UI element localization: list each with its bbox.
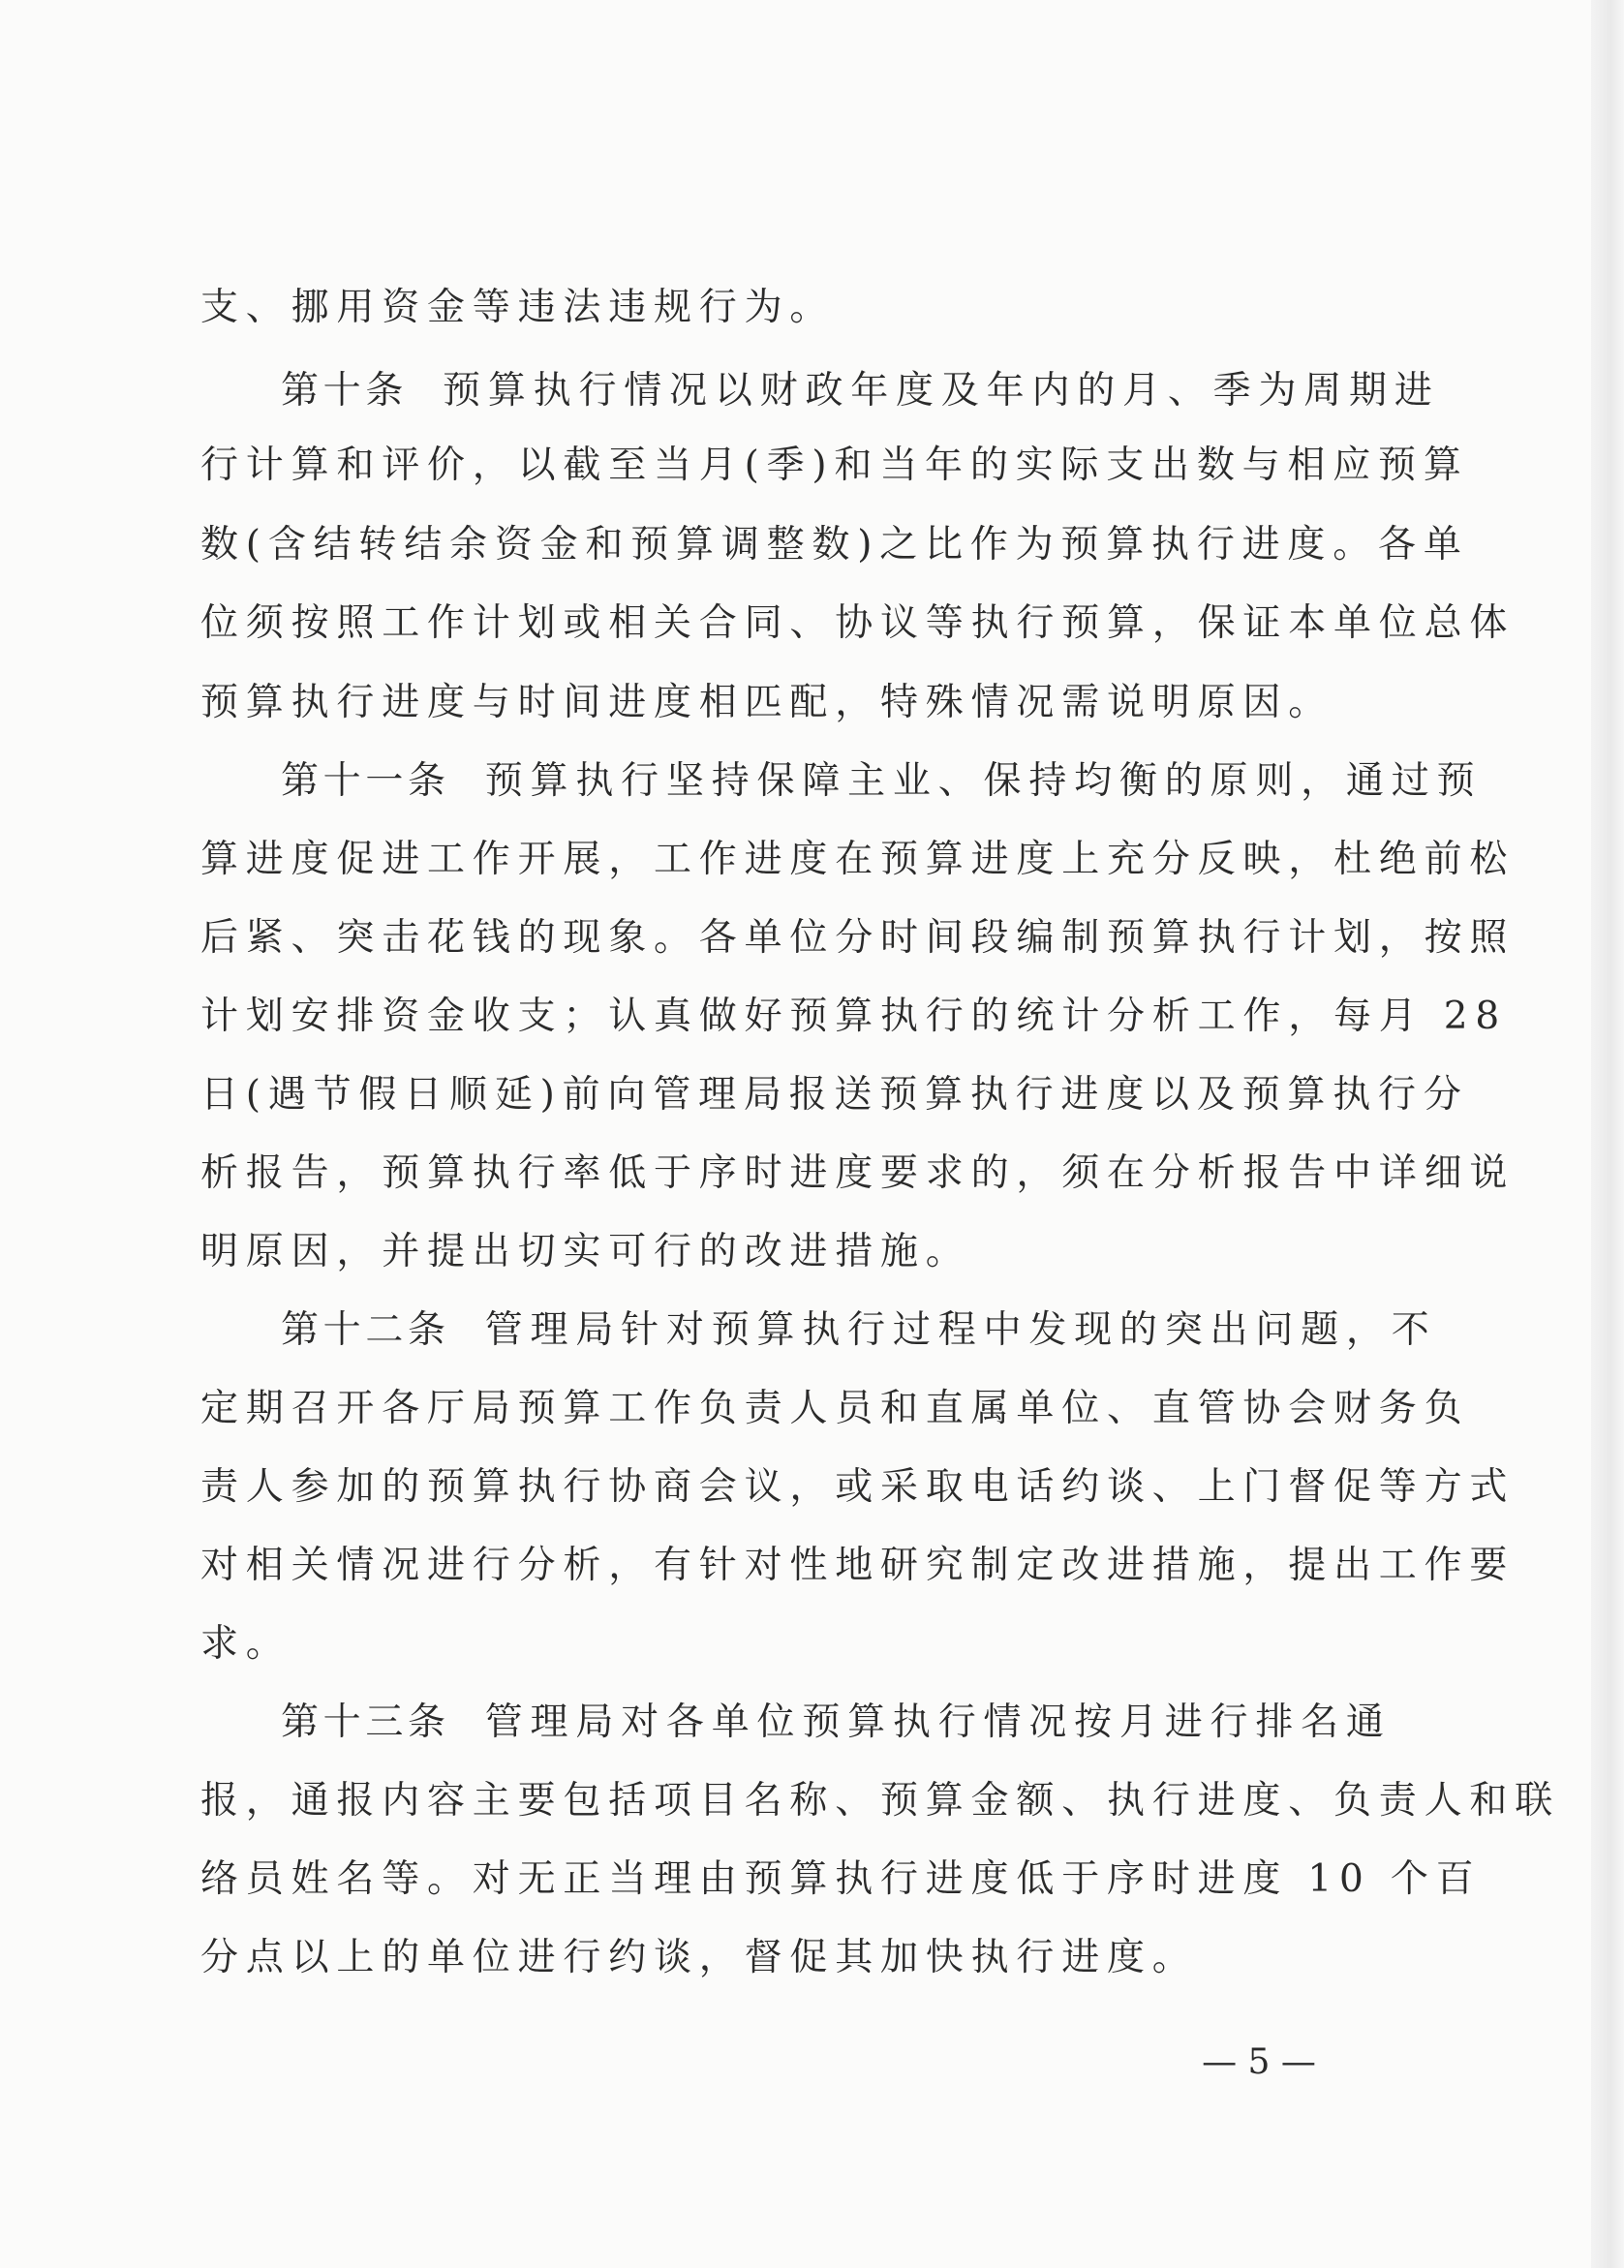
- text-line-content: 计划安排资金收支；认真做好预算执行的统计分析工作，每月 28: [200, 995, 1508, 1038]
- text-line-content: 管理局针对预算执行过程中发现的突出问题，不: [484, 1308, 1437, 1352]
- text-line-content: 支、挪用资金等违法违规行为。: [200, 286, 836, 329]
- text-line-content: 明原因，并提出切实可行的改进措施。: [200, 1230, 971, 1273]
- text-line-content: 预算执行坚持保障主业、保持均衡的原则，通过预: [484, 759, 1483, 803]
- text-line: [200, 441, 1469, 491]
- article-11-label: 第十一条: [281, 759, 450, 803]
- text-line-content: 分点以上的单位进行约谈，督促其加快执行进度。: [200, 1936, 1198, 1979]
- text-line: [200, 1384, 1470, 1434]
- text-line-content: 位须按照工作计划或相关合同、协议等执行预算，保证本单位总体: [200, 601, 1516, 645]
- text-line: [200, 1776, 1561, 1826]
- text-line: [200, 1149, 1516, 1199]
- text-line: [200, 1933, 1382, 1983]
- text-line: [200, 1619, 1382, 1670]
- text-line: [200, 1070, 1469, 1120]
- text-line: [200, 283, 1382, 333]
- article-10-first-line: [281, 366, 1440, 416]
- article-13-first-line: [281, 1698, 1392, 1748]
- text-line: [200, 992, 1508, 1042]
- text-line-content: 络员姓名等。对无正当理由预算执行进度低于序时进度 10 个百: [200, 1857, 1482, 1901]
- text-line: [200, 520, 1469, 570]
- text-line-content: 预算执行进度与时间进度相匹配，特殊情况需说明原因。: [200, 681, 1334, 724]
- article-10-label: 第十条: [281, 369, 409, 413]
- article-11-first-line: [281, 756, 1483, 807]
- text-line: [200, 678, 1382, 728]
- text-line-content: 行计算和评价，以截至当月(季)和当年的实际支出数与相应预算: [200, 444, 1469, 487]
- text-line-content: 报，通报内容主要包括项目名称、预算金额、执行进度、负责人和联: [200, 1779, 1561, 1823]
- article-12-label: 第十二条: [281, 1308, 450, 1352]
- article-12-first-line: [281, 1305, 1437, 1356]
- text-line-content: 数(含结转结余资金和预算调整数)之比作为预算执行进度。各单: [200, 523, 1469, 567]
- text-line-content: 责人参加的预算执行协商会议，或采取电话约谈、上门督促等方式: [200, 1465, 1516, 1509]
- text-line: [200, 1462, 1516, 1513]
- text-line-content: 对相关情况进行分析，有针对性地研究制定改进措施，提出工作要: [200, 1544, 1516, 1587]
- text-line: [200, 1227, 1382, 1277]
- text-line: [200, 913, 1516, 964]
- text-line-content: 算进度促进工作开展，工作进度在预算进度上充分反映，杜绝前松: [200, 838, 1516, 881]
- text-line: [200, 1541, 1516, 1591]
- text-line-content: 析报告，预算执行率低于序时进度要求的，须在分析报告中详细说: [200, 1151, 1516, 1195]
- text-line-content: 定期召开各厅局预算工作负责人员和直属单位、直管协会财务负: [200, 1387, 1470, 1430]
- text-line: [200, 835, 1516, 885]
- text-line-content: 后紧、突击花钱的现象。各单位分时间段编制预算执行计划，按照: [200, 916, 1516, 960]
- article-13-label: 第十三条: [281, 1701, 450, 1744]
- text-line-content: 预算执行情况以财政年度及年内的月、季为周期进: [443, 369, 1440, 413]
- text-line: [200, 1854, 1482, 1905]
- text-line-content: 求。: [200, 1622, 291, 1666]
- page-number: — 5 —: [1202, 2042, 1316, 2082]
- text-line-content: 管理局对各单位预算执行情况按月进行排名通: [484, 1701, 1392, 1744]
- scan-edge-shadow: [1591, 0, 1624, 2268]
- text-line-content: 日(遇节假日顺延)前向管理局报送预算执行进度以及预算执行分: [200, 1073, 1469, 1117]
- text-line: [200, 598, 1516, 649]
